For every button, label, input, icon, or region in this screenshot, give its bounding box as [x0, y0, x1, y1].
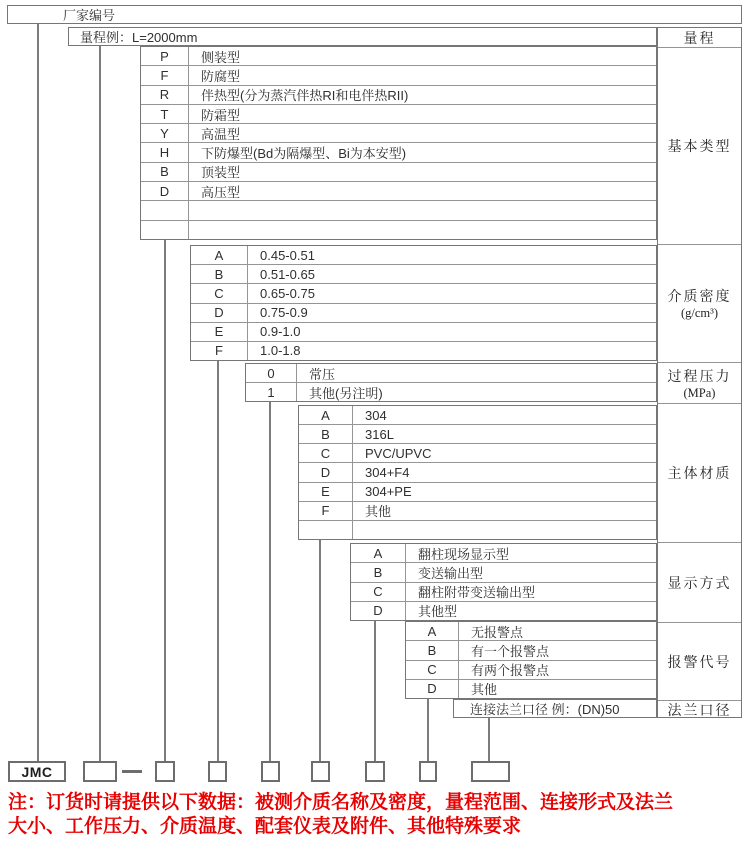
code-box-flange: [471, 761, 510, 782]
spec-row: [191, 341, 656, 360]
code-box-display: [365, 761, 385, 782]
spec-row: [246, 364, 656, 382]
spec-row: [191, 322, 656, 341]
option-code: A: [406, 622, 459, 640]
option-code: [299, 521, 353, 539]
option-description: 翻柱现场显示型: [418, 546, 510, 562]
option-code: D: [299, 463, 353, 481]
option-description: 变送输出型: [418, 565, 484, 581]
code-box-alarm: [419, 761, 437, 782]
range-row: [68, 27, 657, 46]
option-code: D: [141, 182, 189, 200]
option-description: 下防爆型(Bd为隔爆型、Bi为本安型): [201, 146, 407, 162]
connector-line: [164, 240, 166, 762]
option-description: 常压: [309, 366, 336, 382]
spec-row: [141, 123, 656, 142]
spec-row: [191, 246, 656, 264]
spec-row: [406, 679, 656, 698]
spec-row: [141, 142, 656, 161]
option-code: Y: [141, 124, 189, 142]
option-description: 304: [365, 407, 387, 423]
connector-line: [269, 402, 271, 762]
spec-row: [141, 181, 656, 200]
flange-row-value: 连接法兰口径 例：(DN)50: [470, 702, 620, 717]
option-description: 侧装型: [201, 49, 241, 65]
option-code: E: [191, 323, 248, 341]
spec-row: [191, 264, 656, 283]
option-code: T: [141, 105, 189, 123]
section-medium-density: [190, 245, 657, 361]
connector-line: [99, 46, 101, 762]
connector-line: [217, 361, 219, 762]
spec-row: [299, 482, 656, 501]
option-description: 防腐型: [201, 68, 241, 84]
option-description: 0.51-0.65: [260, 266, 315, 282]
option-description: 304+F4: [365, 464, 410, 480]
spec-row: [299, 501, 656, 520]
spec-row: [406, 622, 656, 640]
option-description: 其他: [365, 504, 392, 520]
spec-row: [351, 544, 656, 562]
option-code: F: [191, 342, 248, 360]
option-code: [141, 221, 189, 239]
spec-row: [299, 424, 656, 443]
option-code: F: [299, 502, 353, 520]
range-row-value: 量程例：L=2000mm: [80, 30, 198, 45]
side-label: 主体材质: [658, 403, 741, 542]
option-description: 顶装型: [201, 165, 241, 181]
option-code: C: [351, 583, 406, 601]
side-label: 过程压力 (MPa): [658, 362, 741, 403]
option-code: A: [299, 406, 353, 424]
option-description: 0.65-0.75: [260, 285, 315, 301]
side-label: 量程: [683, 31, 716, 47]
side-label: 报警代号: [658, 622, 741, 700]
option-description: 0.75-0.9: [260, 305, 308, 321]
option-code: [141, 201, 189, 219]
code-box-pressure: [261, 761, 280, 782]
option-code: D: [406, 680, 459, 698]
option-description: 316L: [365, 426, 394, 442]
option-description: 有两个报警点: [471, 663, 550, 679]
option-code: P: [141, 47, 189, 65]
section-body-material: [298, 405, 657, 540]
option-description: 其他型: [418, 604, 458, 620]
option-code: 0: [246, 364, 297, 382]
option-description: 防霜型: [201, 107, 241, 123]
option-description: PVC/UPVC: [365, 445, 432, 461]
spec-row: [141, 104, 656, 123]
option-code: R: [141, 86, 189, 104]
code-box-material: [311, 761, 330, 782]
spec-row: [299, 462, 656, 481]
spec-row: [299, 406, 656, 424]
spec-row: [141, 85, 656, 104]
spec-row: [141, 220, 656, 239]
option-description: 高温型: [201, 126, 241, 142]
side-label: 显示方式: [658, 542, 741, 622]
section-display-mode: [350, 543, 657, 621]
side-label-column: [657, 27, 742, 718]
code-box-basic-type: [155, 761, 175, 782]
factory-code-row: [7, 5, 742, 24]
option-description: 无报警点: [471, 624, 524, 640]
option-description: 有一个报警点: [471, 643, 550, 659]
code-box-range: [83, 761, 117, 782]
spec-row: [351, 582, 656, 601]
option-description: 翻柱附带变送输出型: [418, 585, 536, 601]
option-description: 0.45-0.51: [260, 247, 315, 263]
section-process-pressure: [245, 363, 657, 402]
option-code: B: [351, 563, 406, 581]
spec-row: [141, 162, 656, 181]
option-code: H: [141, 143, 189, 161]
connector-line: [488, 718, 490, 762]
spec-row: [406, 640, 656, 659]
spec-row: [141, 65, 656, 84]
option-code: B: [141, 163, 189, 181]
option-description: 1.0-1.8: [260, 343, 301, 359]
spec-row: [191, 303, 656, 322]
option-description: 其他: [471, 682, 498, 698]
order-note-line2: 大小、工作压力、介质温度、配套仪表及附件、其他特殊要求: [8, 815, 522, 837]
spec-row: [141, 47, 656, 65]
order-note: [8, 791, 748, 838]
order-note-line1: 注：订货时请提供以下数据：被测介质名称及密度，量程范围、连接形式及法兰: [8, 792, 674, 813]
option-description: 0.9-1.0: [260, 324, 301, 340]
option-code: F: [141, 66, 189, 84]
option-code: B: [191, 265, 248, 283]
model-dash: [122, 770, 142, 773]
spec-row: [191, 283, 656, 302]
option-description: 伴热型(分为蒸汽伴热RI和电伴热RII): [201, 88, 409, 104]
option-description: [353, 521, 365, 539]
flange-row: [453, 699, 657, 718]
model-prefix-box: JMC: [8, 761, 66, 782]
option-code: D: [191, 304, 248, 322]
spec-row: [351, 562, 656, 581]
spec-row: [246, 382, 656, 401]
side-label: 基本类型: [658, 47, 741, 244]
option-description: 304+PE: [365, 484, 412, 500]
spec-row: [406, 660, 656, 679]
section-basic-type: [140, 46, 657, 240]
side-label: 法兰口径: [658, 700, 741, 719]
option-code: B: [406, 641, 459, 659]
connector-line: [374, 621, 376, 762]
option-description: 其他(另注明): [309, 385, 383, 401]
option-code: B: [299, 425, 353, 443]
spec-row: [299, 520, 656, 539]
option-code: E: [299, 483, 353, 501]
section-alarm-code: [405, 621, 657, 699]
code-box-density: [208, 761, 227, 782]
option-code: 1: [246, 383, 297, 401]
option-code: C: [191, 284, 248, 302]
connector-line: [319, 540, 321, 762]
option-code: A: [191, 246, 248, 264]
option-code: C: [406, 661, 459, 679]
option-description: [189, 221, 201, 239]
connector-line: [37, 24, 39, 762]
option-code: D: [351, 602, 406, 620]
spec-row: [141, 200, 656, 219]
side-label: 介质密度 (g/cm³): [658, 244, 741, 362]
option-code: A: [351, 544, 406, 562]
option-description: 高压型: [201, 184, 241, 200]
option-description: [189, 201, 201, 219]
spec-row: [299, 443, 656, 462]
spec-row: [351, 601, 656, 620]
option-code: C: [299, 444, 353, 462]
factory-code-label: 厂家编号: [63, 8, 116, 23]
connector-line: [427, 699, 429, 762]
